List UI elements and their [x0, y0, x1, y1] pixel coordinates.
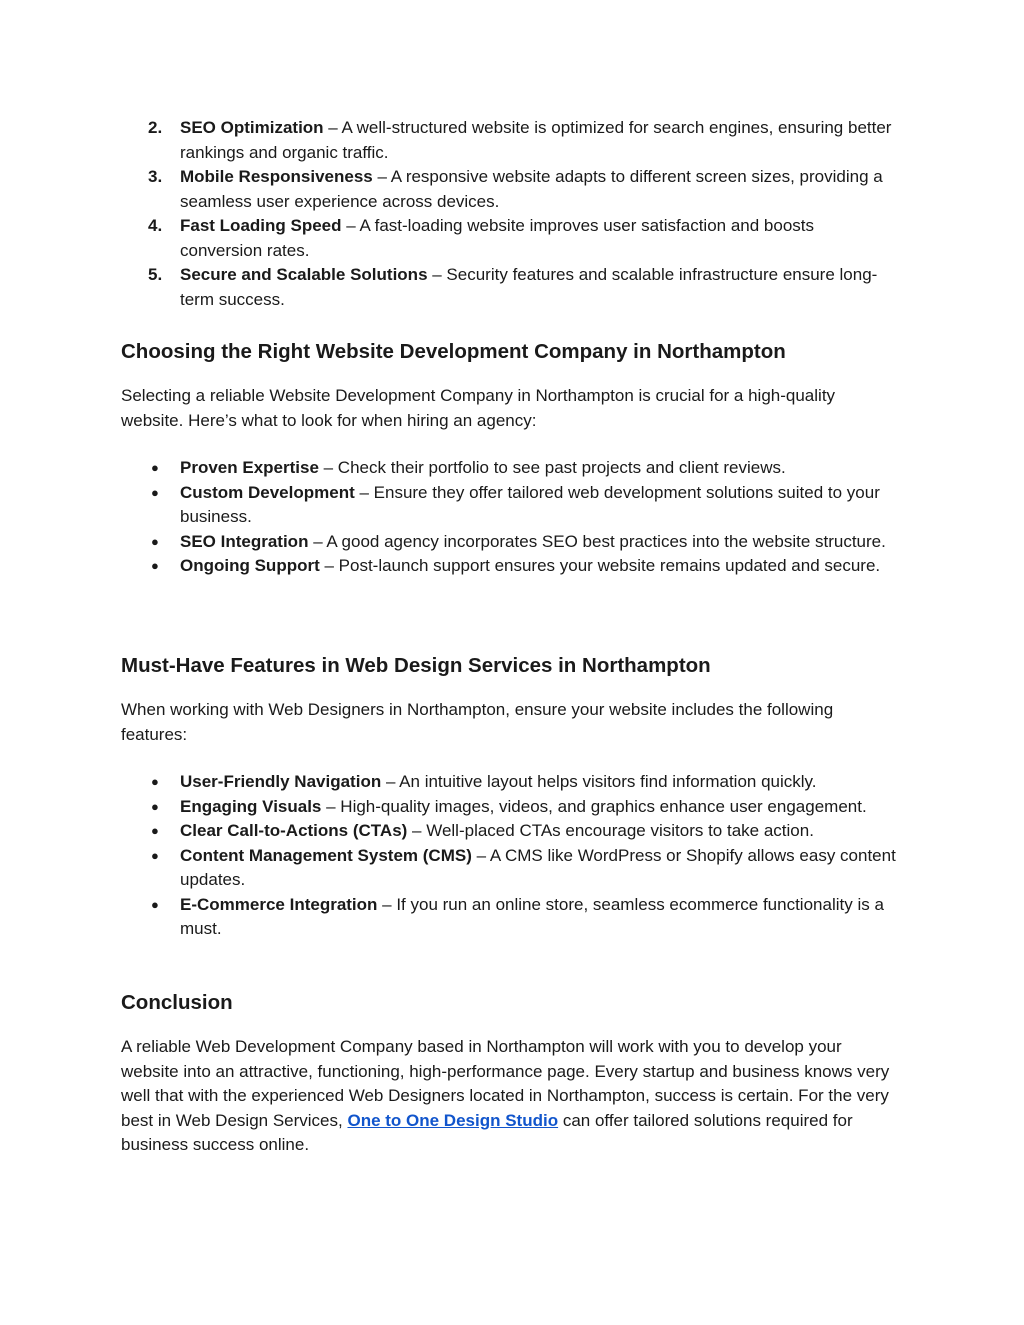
one-to-one-design-studio-link[interactable]: One to One Design Studio [347, 1110, 559, 1130]
bullet-list-item [0, 530, 900, 555]
list-item-text: – A CMS like WordPress or Shopify allows easy content updates. [180, 845, 896, 889]
numbered-list-item [0, 214, 900, 263]
list-item-text: – Check their portfolio to see past projects and client reviews. [318, 458, 786, 477]
list-item-title: SEO Integration [180, 531, 309, 551]
bullet-list-item [0, 481, 900, 530]
bullet-marker: ● [151, 798, 159, 814]
bullet-list-item [0, 893, 900, 942]
bullet-list-item [0, 819, 900, 844]
list-item-text: – A responsive website adapts to different screen sizes, providing a seamless user experience across devices. [180, 167, 883, 211]
conclusion-paragraph [121, 1035, 901, 1158]
bullet-list-item [0, 770, 900, 795]
bullet-marker: ● [151, 533, 159, 549]
list-item-text: – An intuitive layout helps visitors find information quickly. [381, 772, 817, 791]
list-item-title: SEO Optimization [180, 118, 324, 137]
list-item-title: Mobile Responsiveness [180, 167, 373, 186]
bullet-list-item [0, 456, 900, 481]
list-item-title: Ongoing Support [180, 556, 320, 575]
choosing-intro-paragraph: Selecting a reliable Website Development Company in Northampton is crucial for a high-quality website. Here’s what to look for when hiring an agency: [121, 386, 836, 430]
choosing-bullet-list [0, 456, 1024, 579]
numbered-list-item [0, 263, 900, 312]
list-item-title: User-Friendly Navigation [180, 772, 382, 791]
list-item-title: Custom Development [180, 482, 355, 502]
list-item-text: – Ensure they offer tailored web development solutions suited to your business. [180, 482, 880, 526]
list-item-title: Clear Call-to-Actions (CTAs) [180, 821, 408, 840]
list-item-title: Proven Expertise [180, 458, 319, 477]
list-item-text: – A fast-loading website improves user satisfaction and boosts conversion rates. [180, 216, 815, 260]
list-item-text: – A good agency incorporates SEO best practices into the website structure. [308, 531, 886, 551]
list-item-title: Content Management System (CMS) [180, 845, 472, 865]
list-number: 3. [148, 167, 163, 186]
list-item-text: – A well-structured website is optimized for search engines, ensuring better rankings and organic traffic. [180, 118, 892, 162]
section-heading-features: Must-Have Features in Web Design Services in Northampton [121, 654, 711, 677]
bullet-marker: ● [151, 823, 159, 838]
list-item-title: Secure and Scalable Solutions [180, 265, 428, 284]
conclusion-text-before-link: A reliable Web Development Company based in Northampton will work with you to develop your website into an attractive, functioning, high-performance page. Every startup and business knows very well that with the experienced Web Designers located in Northampton, success is certain. For the very best in Web Design Services, [121, 1037, 890, 1130]
numbered-list-item [0, 116, 900, 165]
bullet-marker: ● [151, 558, 159, 573]
list-item-text: – Post-launch support ensures your website remains updated and secure. [319, 556, 881, 575]
features-bullet-list [0, 770, 1024, 942]
section-heading-conclusion: Conclusion [121, 991, 233, 1014]
conclusion-text-after-link: can offer tailored solutions required for business success online. [121, 1110, 853, 1154]
list-number: 4. [148, 216, 163, 235]
list-number: 5. [148, 265, 163, 284]
list-item-text: – If you run an online store, seamless ecommerce functionality is a must. [180, 894, 884, 938]
list-item-text: – Security features and scalable infrastructure ensure long-term success. [180, 265, 878, 309]
list-number: 2. [148, 118, 163, 137]
list-item-title: Engaging Visuals [180, 796, 322, 816]
bullet-marker: ● [151, 896, 159, 912]
list-item-title: E-Commerce Integration [180, 894, 378, 914]
bullet-list-item [0, 554, 900, 579]
numbered-list-item [0, 165, 900, 214]
features-intro-paragraph: When working with Web Designers in Northampton, ensure your website includes the following features: [121, 700, 834, 744]
bullet-marker: ● [151, 774, 159, 789]
bullet-list-item [0, 844, 900, 893]
bullet-list-item [0, 795, 900, 820]
list-item-text: – High-quality images, videos, and graphics enhance user engagement. [321, 796, 867, 816]
bullet-marker: ● [151, 847, 159, 863]
bullet-marker: ● [151, 484, 159, 500]
benefits-numbered-list [0, 116, 1024, 312]
section-heading-choosing: Choosing the Right Website Development Company in Northampton [121, 340, 786, 363]
bullet-marker: ● [151, 460, 159, 475]
list-item-text: – Well-placed CTAs encourage visitors to take action. [407, 821, 814, 840]
list-item-title: Fast Loading Speed [180, 216, 342, 235]
